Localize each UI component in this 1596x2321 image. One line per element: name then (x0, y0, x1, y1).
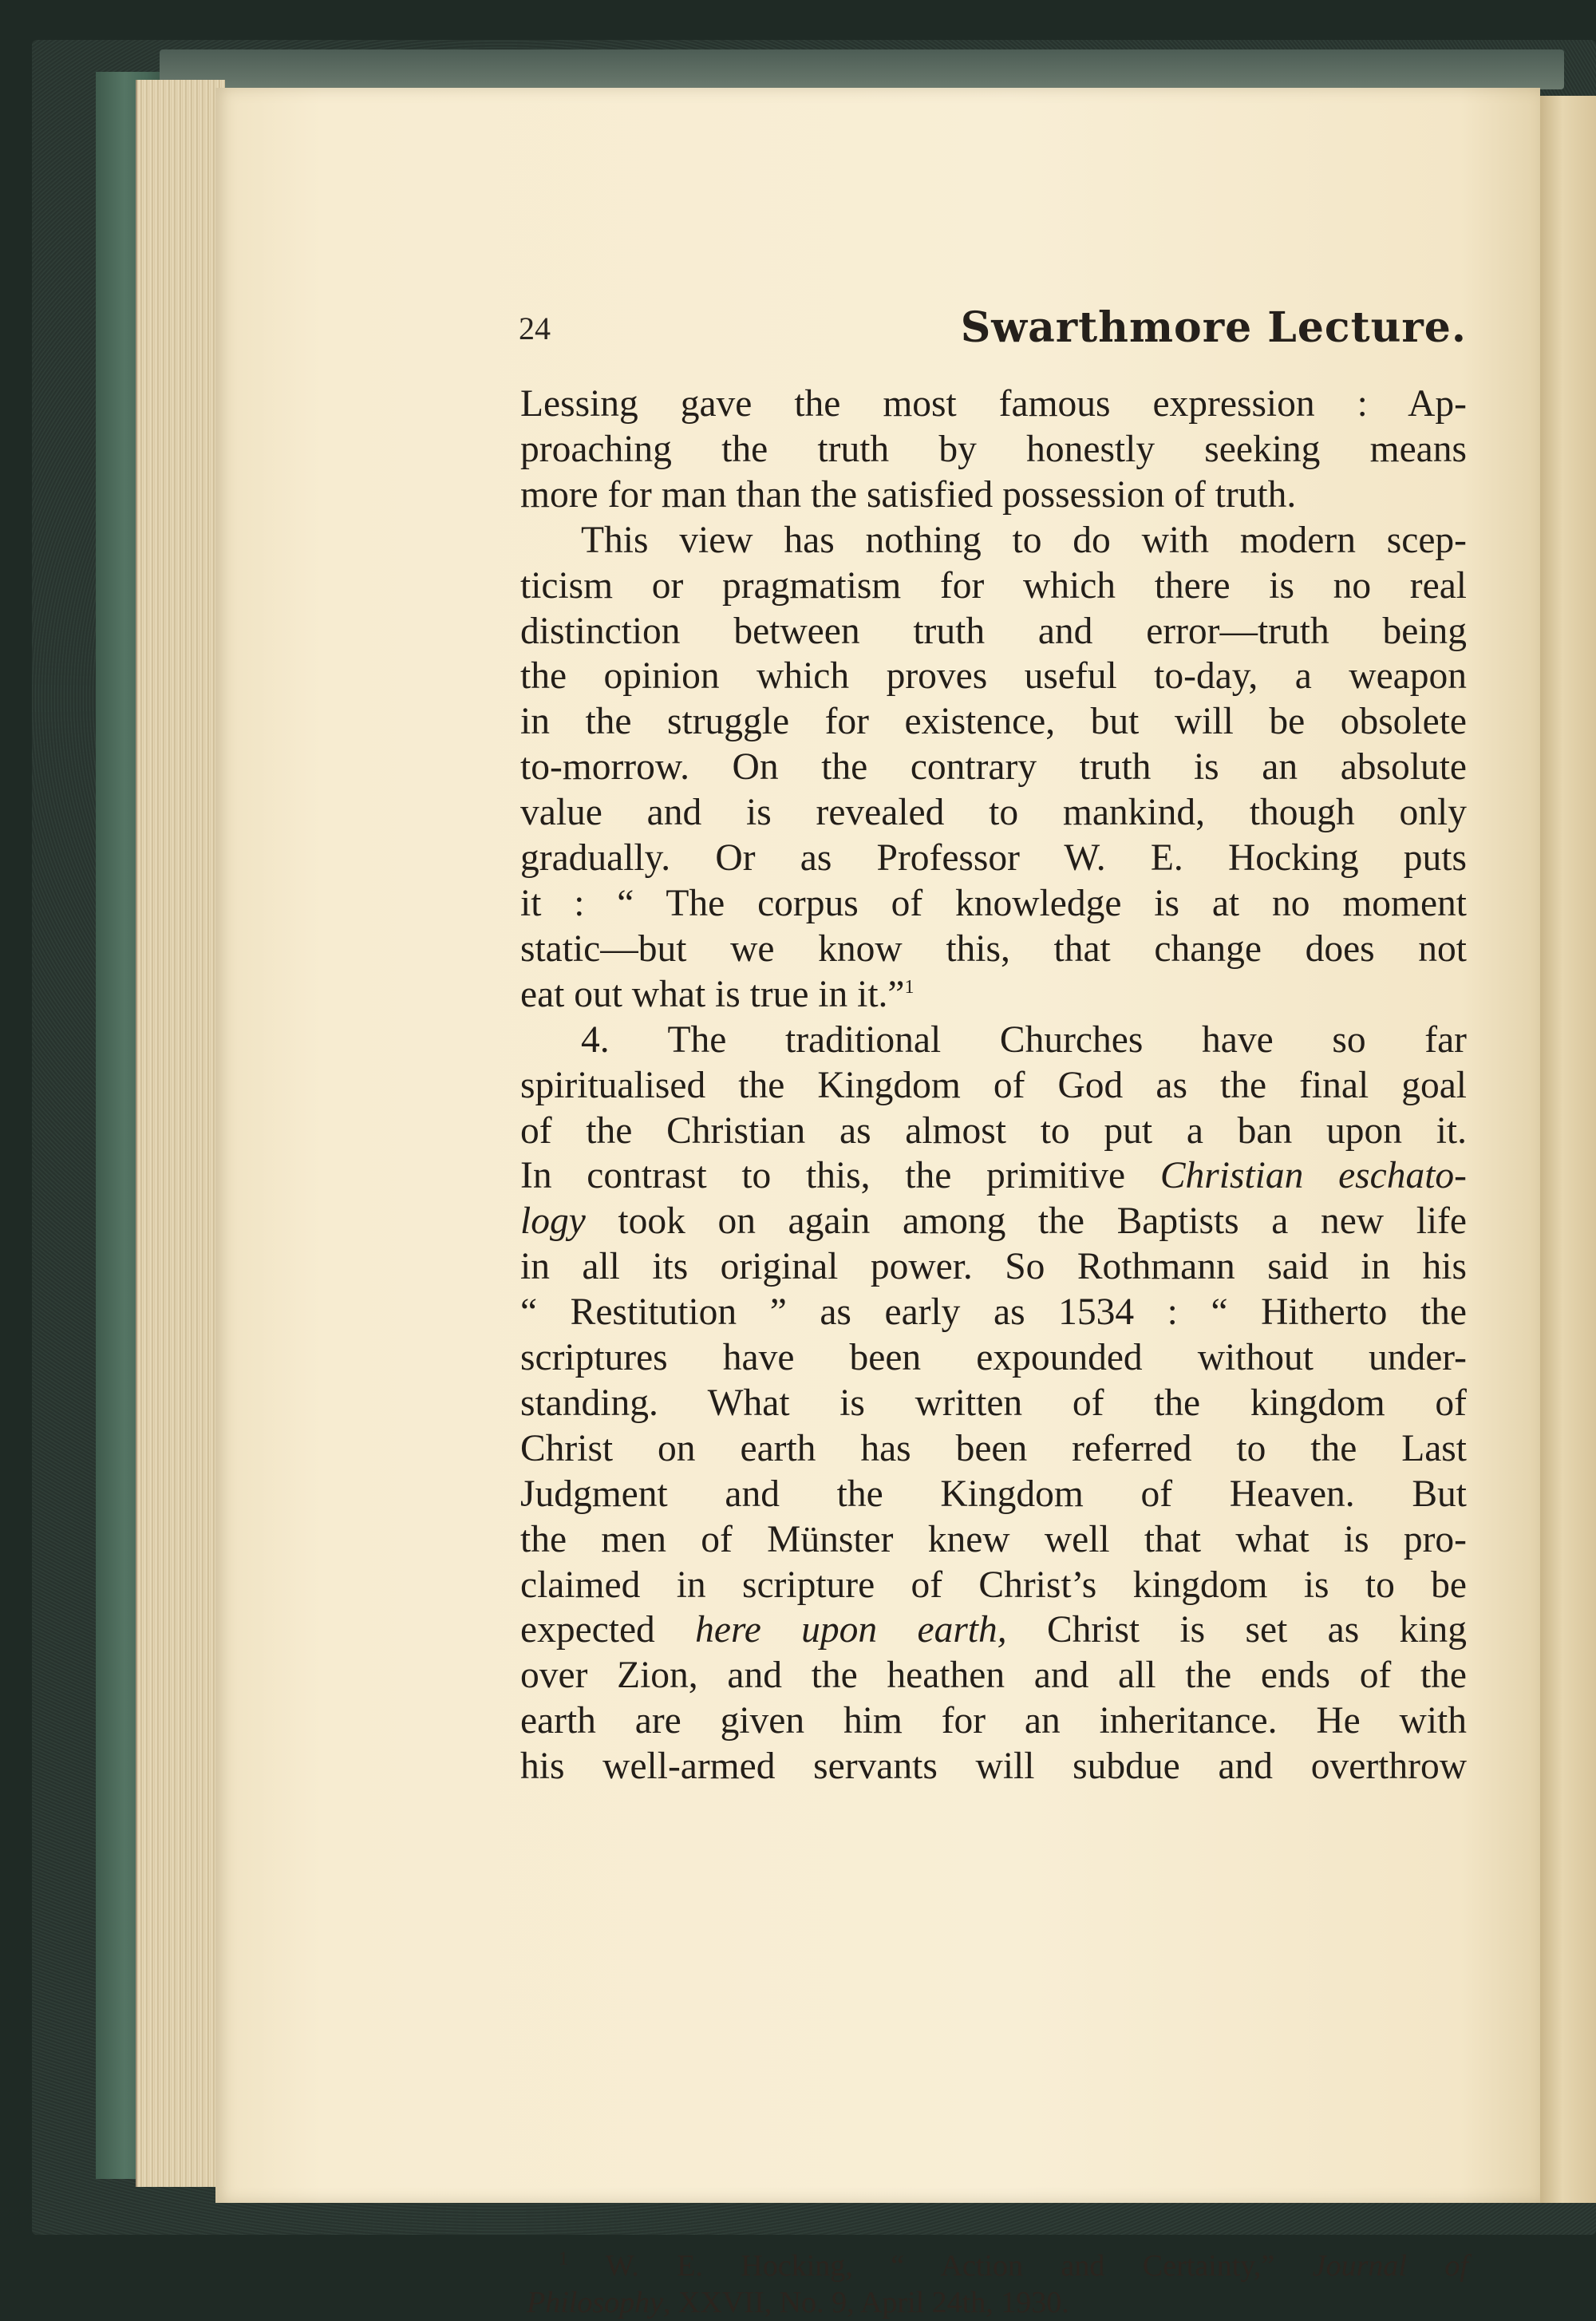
text-line: his well-armed servants will subdue and overthrow (520, 1746, 1467, 1788)
footnote (527, 2248, 1468, 2321)
text-line (520, 1153, 1467, 1199)
paragraph-3 (520, 1018, 1467, 1789)
text-line: the men of Münster knew well that what is pro- (520, 1518, 1467, 1560)
text-line: Christ on earth has been referred to the Last (520, 1427, 1467, 1469)
footnote-line (527, 2284, 1468, 2321)
text-line: distinction between truth and error—truth being (520, 610, 1467, 652)
text-line: claimed in scripture of Christ’s kingdom is to be (520, 1564, 1467, 1606)
text-line: gradually. Or as Professor W. E. Hocking puts (520, 837, 1467, 880)
book-top-band (160, 49, 1564, 89)
text-line (520, 1199, 1467, 1244)
italic-span: Journal of (1312, 2249, 1468, 2283)
footnote-line (527, 2248, 1468, 2284)
paragraph-2 (520, 518, 1467, 1018)
text-line: Lessing gave the most famous expression : Ap- (520, 383, 1467, 425)
text-line: spiritualised the Kingdom of God as the final goal (520, 1064, 1467, 1106)
footnote-marker: 1 (559, 2248, 568, 2270)
text-span: expected (520, 1609, 696, 1651)
text-line: in all its original power. So Rothmann said in his (520, 1246, 1467, 1288)
text-line: proaching the truth by honestly seeking means (520, 428, 1467, 470)
text-span: , XXVII, No. 9, April 24th, 1930. (662, 2286, 1069, 2319)
text-line: Judgment and the Kingdom of Heaven. But (520, 1473, 1467, 1515)
text-line (520, 1607, 1467, 1653)
page-edges (136, 80, 225, 2187)
text-span: W. E. Hocking, “ Action and Certainty,” (568, 2249, 1313, 2283)
text-line: This view has nothing to do with modern scep- (581, 519, 1467, 561)
page-number: 24 (519, 310, 551, 346)
text-line: the opinion which proves useful to-day, a weapon (520, 655, 1467, 698)
italic-span: Christian eschato- (1159, 1155, 1467, 1197)
text-span: In contrast to this, the primitive (520, 1155, 1160, 1197)
italic-span: Philosophy (527, 2286, 663, 2319)
text-line: standing. What is written of the kingdom of (520, 1382, 1467, 1424)
text-line: “ Restitution ” as early as 1534 : “ Hitherto the (520, 1291, 1467, 1334)
text-line: over Zion, and the heathen and all the ends of the (520, 1655, 1467, 1697)
page-header (519, 303, 1467, 359)
body-text (520, 382, 1467, 1789)
text-line: more for man than the satisfied possession of truth. (520, 473, 1297, 516)
text-line: ticism or pragmatism for which there is no real (520, 564, 1467, 607)
text-span: eat out what is true in it.” (520, 973, 905, 1015)
text-span: took on again among the Baptists a new life (585, 1200, 1467, 1243)
text-line: of the Christian as almost to put a ban upon it. (520, 1109, 1467, 1152)
text-line: to-morrow. On the contrary truth is an absolute (520, 746, 1467, 789)
facing-page-edge (1540, 96, 1596, 2203)
text-line (520, 972, 1467, 1018)
text-line: 4. The traditional Churches have so far (581, 1018, 1467, 1061)
running-head: Swarthmore Lecture. (960, 303, 1467, 352)
italic-span: logy (520, 1200, 586, 1243)
text-line: static—but we know this, that change does not (520, 927, 1467, 970)
text-line: earth are given him for an inheritance. He with (520, 1700, 1467, 1742)
text-line: scriptures have been expounded without under- (520, 1337, 1467, 1379)
text-line: value and is revealed to mankind, though only (520, 792, 1467, 834)
footnote-marker: 1 (904, 976, 915, 998)
text-line: it : “ The corpus of knowledge is at no moment (520, 882, 1467, 924)
paragraph-1 (520, 382, 1467, 518)
text-line: in the struggle for existence, but will be obsolete (520, 701, 1467, 743)
text-span: Christ is set as king (1006, 1609, 1468, 1651)
italic-span: here upon earth, (695, 1609, 1007, 1651)
